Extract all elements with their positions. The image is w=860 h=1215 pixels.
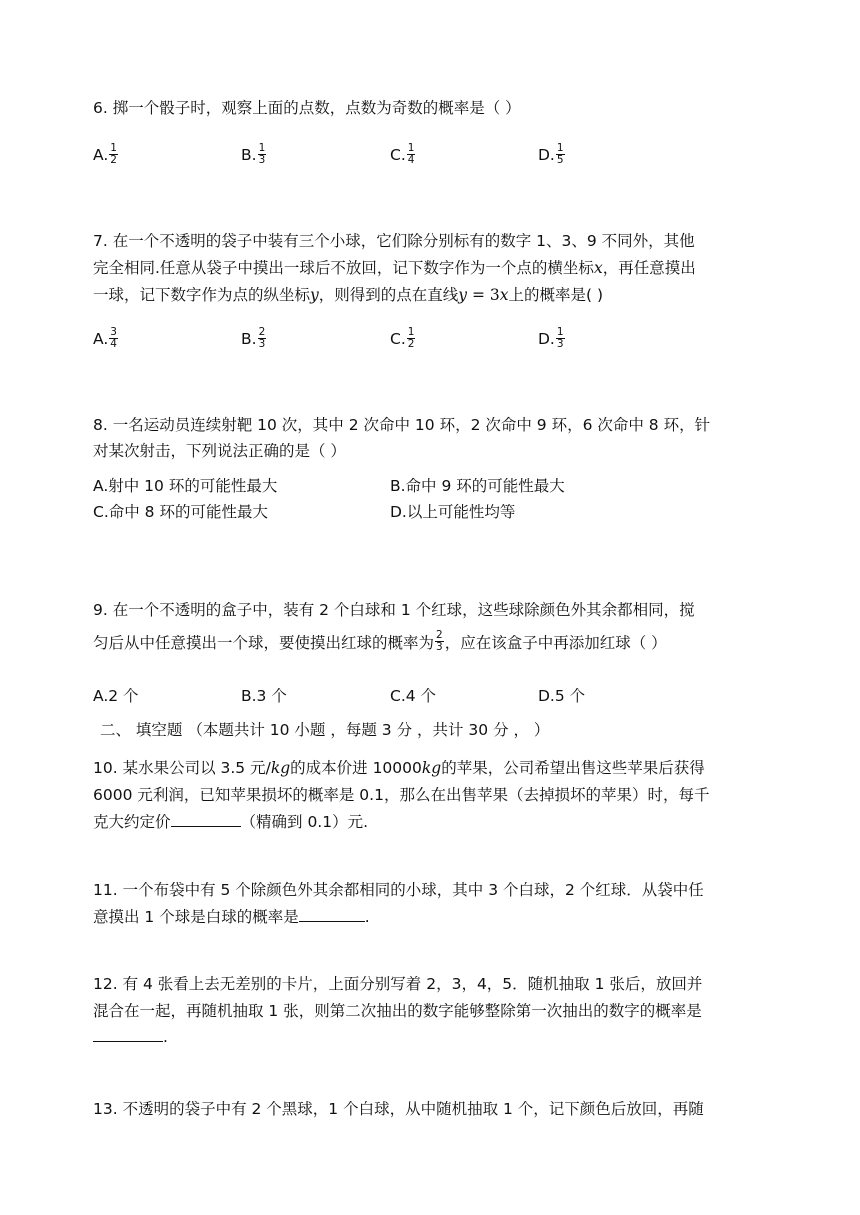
q8-option-b: B.命中 9 环的可能性最大 (390, 477, 565, 495)
q8-option-a: A.射中 10 环的可能性最大 (93, 477, 278, 495)
q6-option-a (93, 143, 119, 166)
answer-blank[interactable] (171, 811, 241, 827)
fraction: $\frac{1}{2}$ (407, 326, 415, 350)
question-7-line-1: 7. 在一个不透明的袋子中装有三个小球，它们除分别标有的数字 1、3、9 不同外，其他 (93, 232, 695, 250)
option-letter: A. (93, 145, 109, 164)
question-10-line-3: 克大约定价 （精确到 0.1）元. (93, 813, 369, 831)
option-letter: B. (241, 145, 257, 164)
option-letter: A. (93, 329, 109, 348)
q6-option-c (390, 143, 416, 166)
fraction: $\frac{3}{4}$ (110, 326, 117, 350)
fraction: $\frac{1}{2}$ (110, 142, 117, 166)
question-12-line-1: 12. 有 4 张看上去无差别的卡片，上面分别写着 2，3，4，5．随机抽取 1 张后，放回并 (93, 975, 703, 993)
q7-option-a (93, 327, 119, 350)
question-10-line-1: 10. 某水果公司以 3.5 元/kg的成本价进 10000kg的苹果，公司希望出售这些苹果后获得 (93, 759, 705, 777)
q9-option-c: C.4 个 (390, 687, 437, 705)
fraction: $\frac{1}{5}$ (556, 142, 564, 166)
q8-option-d: D.以上可能性均等 (390, 503, 516, 521)
q6-option-d (538, 143, 566, 166)
fraction: $\frac{2}{3}$ (258, 326, 266, 350)
q9-option-d: D.5 个 (538, 687, 586, 705)
q9-option-a: A.2 个 (93, 687, 139, 705)
option-letter: D. (538, 329, 555, 348)
question-8-line-2: 对某次射击，下列说法正确的是（ ） (93, 442, 346, 460)
question-10-line-2: 6000 元利润，已知苹果损坏的概率是 0.1，那么在出售苹果（去掉损坏的苹果）时，每千 (93, 786, 710, 804)
question-11-line-2: 意摸出 1 个球是白球的概率是 . (93, 908, 370, 926)
fraction: $\frac{1}{3}$ (556, 326, 564, 350)
variable-x: x (593, 259, 603, 277)
fraction: $\frac{1}{4}$ (407, 142, 415, 166)
fraction: $\frac{1}{3}$ (258, 142, 266, 166)
option-letter: D. (538, 145, 555, 164)
q7-option-c (390, 327, 416, 350)
unit-kg: kg (270, 759, 291, 777)
question-7-line-3: 一球，记下数字作为点的纵坐标y，则得到的点在直线y = 3x上的概率是( ) (93, 286, 604, 304)
q8-option-c: C.命中 8 环的可能性最大 (93, 503, 268, 521)
variable-y: y (310, 286, 319, 304)
section-2-heading: 二、 填空题 （本题共计 10 小题 ，每题 3 分 ，共计 30 分 ， ） (100, 721, 550, 739)
q7-option-b (241, 327, 267, 350)
question-6-stem: 6. 掷一个骰子时，观察上面的点数，点数为奇数的概率是（ ） (93, 99, 521, 117)
q6-option-b (241, 143, 267, 166)
answer-blank[interactable] (299, 906, 365, 922)
q7-option-d (538, 327, 566, 350)
question-8-line-1: 8. 一名运动员连续射靶 10 次，其中 2 次命中 10 环，2 次命中 9 环，6 次命中 8 环，针 (93, 416, 711, 434)
question-11-line-1: 11. 一个布袋中有 5 个除颜色外其余都相同的小球，其中 3 个白球，2 个红球．从袋中任 (93, 881, 704, 899)
answer-blank[interactable] (93, 1026, 163, 1042)
question-12-line-3: . (93, 1026, 168, 1046)
unit-kg: kg (421, 759, 442, 777)
question-9-line-1: 9. 在一个不透明的盒子中，装有 2 个白球和 1 个红球，这些球除颜色外其余都相同，搅 (93, 601, 695, 619)
fraction: $\frac{2}{3}$ (436, 629, 443, 653)
q9-option-b: B.3 个 (241, 687, 287, 705)
question-12-line-2: 混合在一起，再随机抽取 1 张，则第二次抽出的数字能够整除第一次抽出的数字的概率是 (93, 1002, 702, 1020)
option-letter: B. (241, 329, 257, 348)
option-letter: C. (390, 329, 406, 348)
question-7-line-2: 完全相同.任意从袋子中摸出一球后不放回，记下数字作为一个点的横坐标x，再任意摸出 (93, 259, 696, 277)
question-13-line-1: 13. 不透明的袋子中有 2 个黑球，1 个白球，从中随机抽取 1 个，记下颜色后放回，再随 (93, 1100, 704, 1118)
option-letter: C. (390, 145, 406, 164)
question-9-line-2: 匀后从中任意摸出一个球，要使摸出红球的概率为 $\frac{2}{3}$ ，应在该盒子中再添加红球（ ） (93, 629, 667, 653)
